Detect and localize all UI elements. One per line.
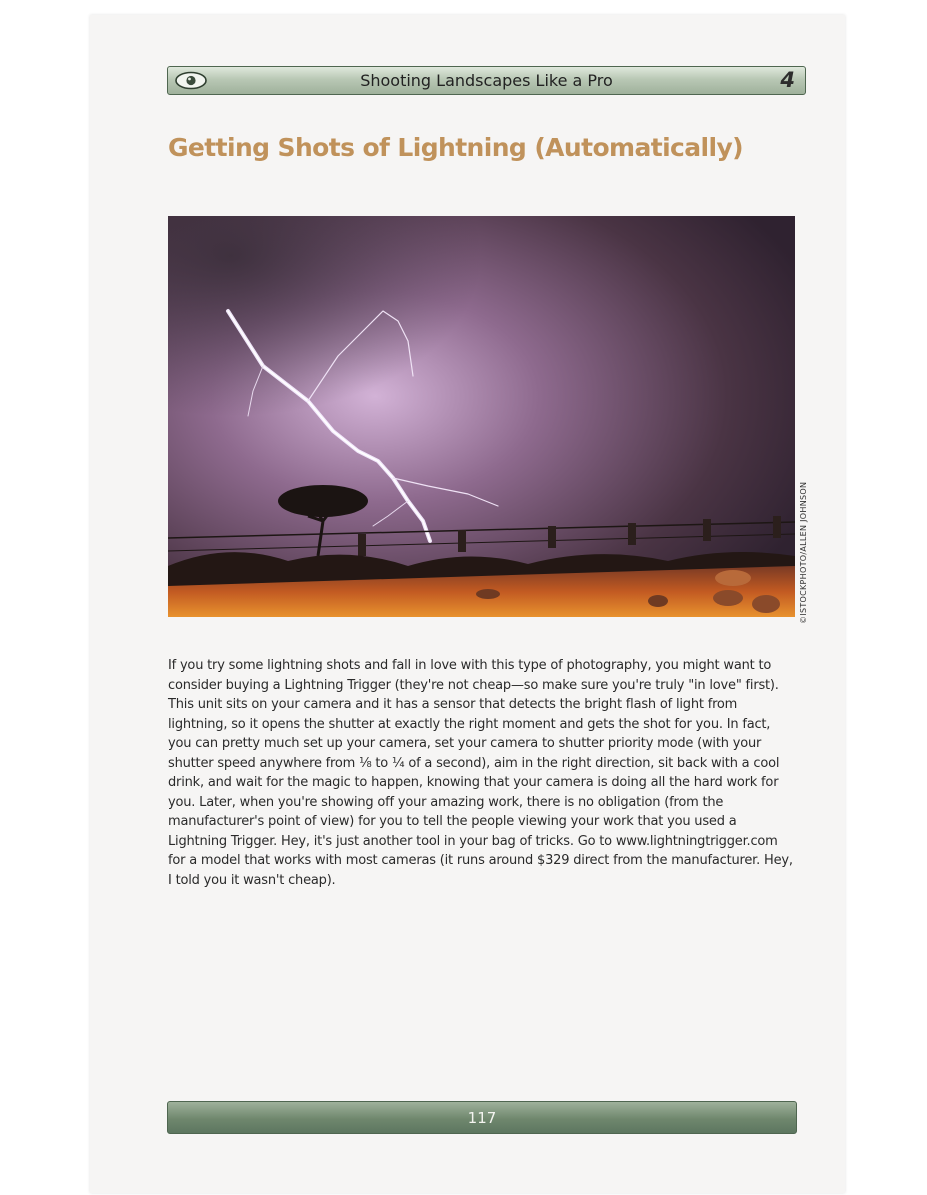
- body-paragraph: If you try some lightning shots and fall in love with this type of photography, you might want to consider buying a Lightning Trigger (they're not cheap—so make sure you're truly "in love" first). This unit sits on your camera and it has a sensor that detects the bright flash of light from lightning, so it opens the shutter at exactly the right moment and gets the shot for you. In fact, you can pretty much set up your camera, set your camera to shutter priority mode (with your shutter speed anywhere from ⅛ to ¼ of a second), aim in the right direction, sit back with a cool drink, and wait for the magic to happen, knowing that your camera is doing all the hard work for you. Later, when you're showing off your amazing work, there is no obligation (from the manufacturer's point of view) for you to tell the people viewing your work that you used a Lightning Trigger. Hey, it's just another tool in your bag of tricks. Go to www.lightningtrigger.com for a model that works with most cameras (it runs around $329 direct from the manufacturer. Hey, I told you it wasn't cheap).: [168, 658, 793, 888]
- lightning-photo: [168, 216, 795, 617]
- photo-credit: ©ISTOCKPHOTO/ALLEN JOHNSON: [799, 481, 808, 624]
- page-title: Getting Shots of Lightning (Automatically): [168, 133, 744, 162]
- chapter-number: 4: [780, 68, 795, 92]
- running-header: [167, 66, 806, 95]
- running-header-title: Shooting Landscapes Like a Pro: [360, 71, 613, 90]
- page-number: 117: [467, 1109, 497, 1127]
- running-footer: [167, 1101, 797, 1134]
- lightning-photo-image: [168, 216, 795, 617]
